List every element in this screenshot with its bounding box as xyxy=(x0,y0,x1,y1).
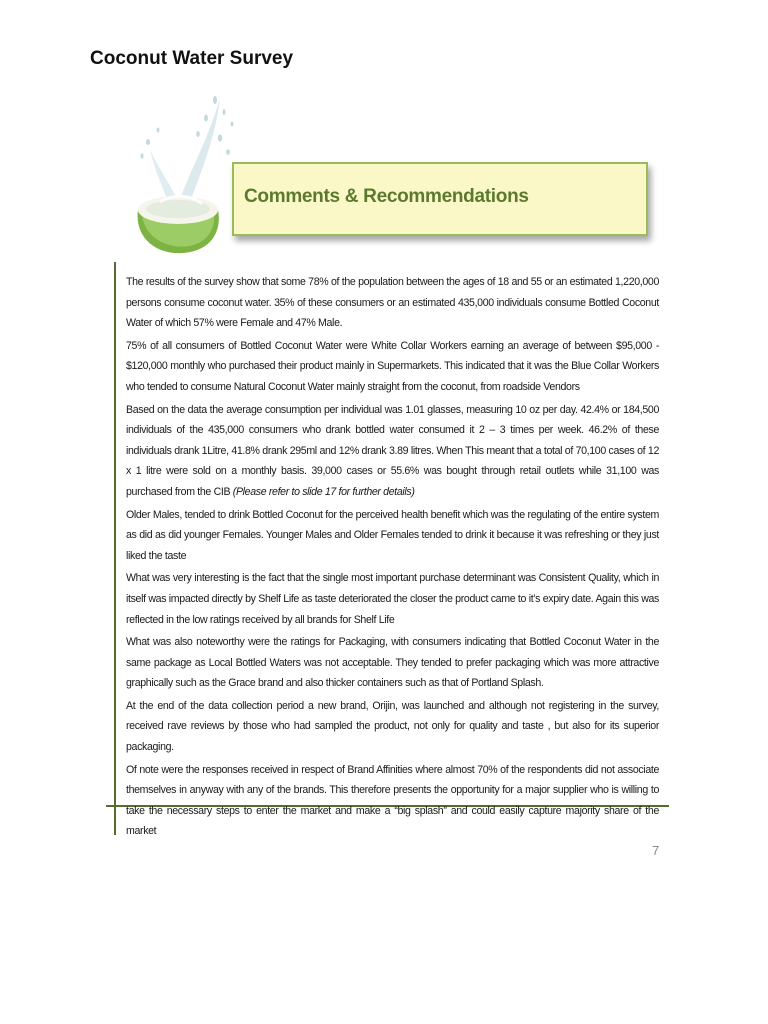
paragraph-consumer-profile: 75% of all consumers of Bottled Coconut Water were White Collar Workers earning an average of between $95,000 - $120,000 monthly who purchased their product mainly in Supermarkets. This indicated that it was the Blue Collar Workers who tended to consume Natural Coconut Water mainly straight from the coconut, from roadside Vendors xyxy=(126,339,659,393)
paragraph-consumption-text: Based on the data the average consumption per individual was 1.01 glasses, measuring 10 oz per day. 42.4% or 184,500 individuals of the 435,000 consumers who drank bottled water consumed it 2 – 3 times per week. 46.2% of these individuals drank 1Litre, 41.8% drank 295ml and 12% drank 3.89 litres. When This meant that a total of 70,100 cases of 12 x 1 litre were sold on a monthly basis. 39,000 cases or 55.6% was bought through retail outlets while 31,100 was purchased from the CIB xyxy=(126,403,659,498)
paragraph-packaging: What was also noteworthy were the ratings for Packaging, with consumers indicating that Bottled Coconut Water in the same package as Local Bottled Waters was not acceptable. They tended to prefer packaging which was more attractive graphically such as the Grace brand and also thicker containers such as that of Portland Splash. xyxy=(126,636,659,690)
comments-recommendations-banner xyxy=(232,162,648,236)
page-number: 7 xyxy=(652,843,660,858)
paragraph-brand-affinities: Of note were the responses received in respect of Brand Affinities where almost 70% of the respondents did not associate themselves in anyway with any of the brands. This therefore presents the opportunity for a major supplier who is willing to take the necessary steps to enter the market and make a “big splash” and could easily capture majority share of the market xyxy=(126,763,659,838)
paragraph-quality-determinant: What was very interesting is the fact that the single most important purchase determinant was Consistent Quality, which in itself was impacted directly by Shelf Life as taste deteriorated the closer the product came to it’s expiry date. Again this was reflected in the low ratings received by all brands for Shelf Life xyxy=(126,572,659,626)
paragraph-new-brand: At the end of the data collection period a new brand, Orijin, was launched and although not registering in the survey, received rave reviews by those who had sampled the product, not only for quality and taste , but also for its superior packaging. xyxy=(126,699,659,754)
slide-reference-note: (Please refer to slide 17 for further details) xyxy=(232,485,415,498)
banner-title: Comments & Recommendations xyxy=(244,186,529,207)
comments-body xyxy=(126,272,659,844)
paragraph-demographics: Older Males, tended to drink Bottled Coconut for the perceived health benefit which was the regulating of the entire system as did as did younger Females. Younger Males and Older Females tended to drink it because it was refreshing or they just liked the taste xyxy=(126,508,659,562)
paragraph-consumption-data xyxy=(126,400,659,503)
paragraph-survey-results: The results of the survey show that some 78% of the population between the ages of 18 and 55 or an estimated 1,220,000 persons consume coconut water. 35% of these consumers or an estimated 435,000 individuals consume Bottled Coconut Water of which 57% were Female and 47% Male. xyxy=(126,276,659,330)
coconut-splash-image xyxy=(120,90,250,260)
left-vertical-rule xyxy=(114,262,116,835)
document-title: Coconut Water Survey xyxy=(90,48,294,69)
